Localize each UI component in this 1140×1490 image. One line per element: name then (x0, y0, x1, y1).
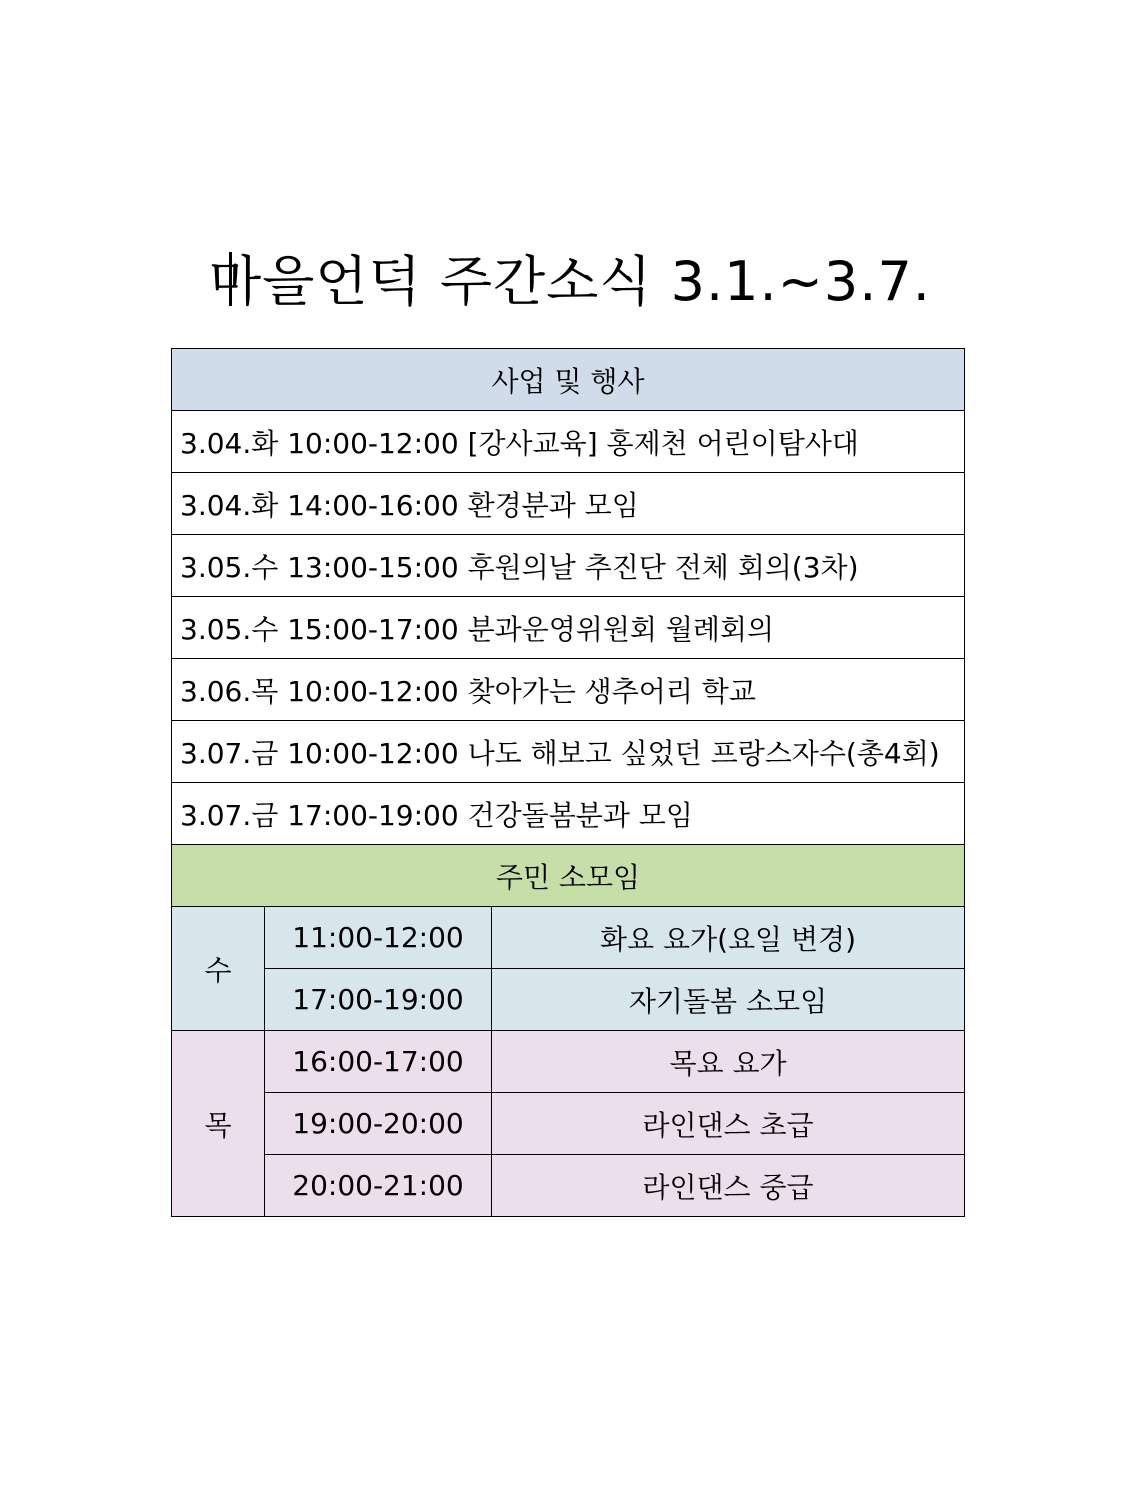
page-title: 마을언덕 주간소식 3.1.~3.7. (209, 250, 931, 313)
club-row (172, 969, 965, 1031)
events-header: 사업 및 행사 (172, 349, 965, 411)
club-row (172, 1031, 965, 1093)
event-row (172, 721, 965, 783)
club-name: 목요 요가 (492, 1031, 965, 1093)
club-row (172, 1093, 965, 1155)
club-time: 19:00-20:00 (265, 1093, 492, 1155)
clubs-header: 주민 소모임 (172, 845, 965, 907)
event-row (172, 783, 965, 845)
event-row (172, 535, 965, 597)
event-item: 3.07.금 10:00-12:00 나도 해보고 싶었던 프랑스자수(총4회) (172, 721, 965, 783)
club-row (172, 907, 965, 969)
clubs-header-row (172, 845, 965, 907)
day-cell-thursday: 목 (172, 1031, 265, 1217)
club-row (172, 1155, 965, 1217)
club-name: 라인댄스 중급 (492, 1155, 965, 1217)
club-name: 화요 요가(요일 변경) (492, 907, 965, 969)
event-item: 3.05.수 13:00-15:00 후원의날 추진단 전체 회의(3차) (172, 535, 965, 597)
club-time: 11:00-12:00 (265, 907, 492, 969)
club-name: 자기돌봄 소모임 (492, 969, 965, 1031)
club-name: 라인댄스 초급 (492, 1093, 965, 1155)
event-item: 3.04.화 10:00-12:00 [강사교육] 홍제천 어린이탐사대 (172, 411, 965, 473)
day-cell-wednesday: 수 (172, 907, 265, 1031)
club-time: 20:00-21:00 (265, 1155, 492, 1217)
schedule-table (171, 348, 965, 1217)
event-row (172, 659, 965, 721)
events-header-row (172, 349, 965, 411)
event-item: 3.05.수 15:00-17:00 분과운영위원회 월례회의 (172, 597, 965, 659)
event-row (172, 411, 965, 473)
club-time: 16:00-17:00 (265, 1031, 492, 1093)
event-row (172, 473, 965, 535)
event-item: 3.07.금 17:00-19:00 건강돌봄분과 모임 (172, 783, 965, 845)
event-item: 3.06.목 10:00-12:00 찾아가는 생추어리 학교 (172, 659, 965, 721)
event-row (172, 597, 965, 659)
event-item: 3.04.화 14:00-16:00 환경분과 모임 (172, 473, 965, 535)
club-time: 17:00-19:00 (265, 969, 492, 1031)
